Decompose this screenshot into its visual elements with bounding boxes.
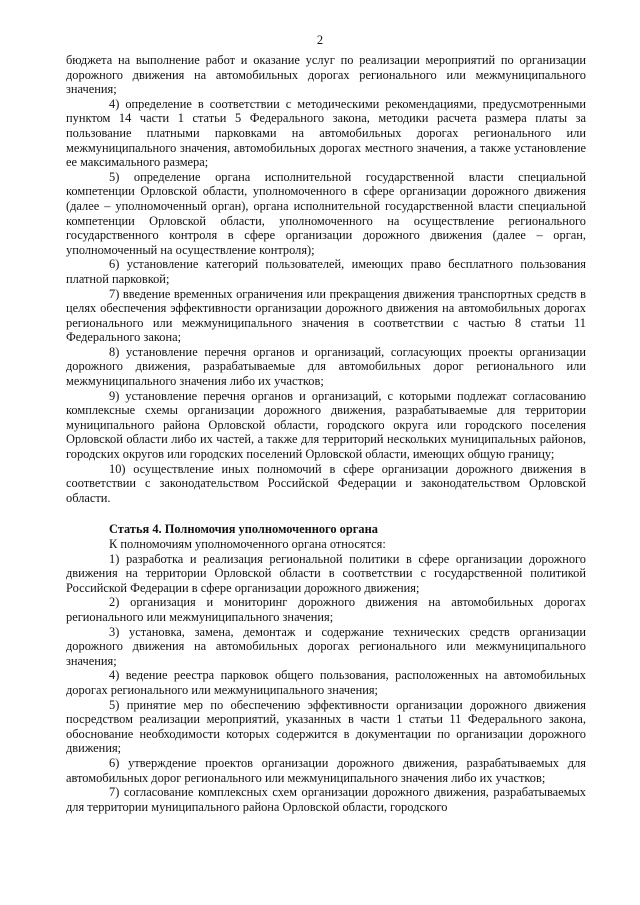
paragraph-item-8: 8) установление перечня органов и организаций, согласующих проекты организации дорожного движения, разрабатываемые для автомобильных дорог регионального или межмуниципального значения либо их участков; <box>66 344 586 389</box>
document-body <box>66 53 586 814</box>
article-4-title: Статья 4. Полномочия уполномоченного органа <box>109 522 378 537</box>
article-4-item-1: 1) разработка и реализация региональной политики в сфере организации дорожного движения на территории Орловской области в соответствии с государственной политикой Российской Федерации в сфере организации дорожного движения; <box>66 551 586 595</box>
article-4-item-3: 3) установка, замена, демонтаж и содержание технических средств организации дорожного движения на автомобильных дорогах регионального или межмуниципального значения; <box>66 624 586 668</box>
article-4-item-5: 5) принятие мер по обеспечению эффективности организации дорожного движения посредством реализации мероприятий, указанных в части 1 статьи 11 Федерального закона, обоснование необходимости которых содержится в документации по организации дорожного движения; <box>66 697 586 756</box>
page-number: 2 <box>316 33 324 47</box>
article-4-item-2: 2) организация и мониторинг дорожного движения на автомобильных дорогах регионального или межмуниципального значения; <box>66 595 586 624</box>
article-4-item-6: 6) утверждение проектов организации дорожного движения, разрабатываемых для автомобильных дорог регионального или межмуниципального значения либо их участков; <box>66 755 586 785</box>
article-4-item-4: 4) ведение реестра парковок общего пользования, расположенных на автомобильных дорогах регионального или межмуниципального значения; <box>66 668 586 697</box>
article-4-item-7: 7) согласование комплексных схем организации дорожного движения, разрабатываемых для территории муниципального района Орловской области, городского <box>66 785 586 814</box>
paragraph-item-6: 6) установление категорий пользователей, имеющих право бесплатного пользования платной парковкой; <box>66 257 586 286</box>
paragraph-item-4: 4) определение в соответствии с методическими рекомендациями, предусмотренными пунктом 14 части 1 статьи 5 Федерального закона, методики расчета размера платы за пользование платными парковками на автомобильных дорогах регионального или межмуниципального значения, автомобильных дорогах местного значения, а также установление ее максимального размера; <box>66 96 586 170</box>
paragraph-continuation: бюджета на выполнение работ и оказание услуг по реализации мероприятий по организации дорожного движения на автомобильных дорогах регионального или межмуниципального значения; <box>66 53 586 97</box>
paragraph-item-7: 7) введение временных ограничения или прекращения движения транспортных средств в целях обеспечения эффективности организации дорожного движения на автомобильных дорогах регионального или межмуниципального значения в соответствии с частью 8 статьи 11 Федерального закона; <box>66 286 586 345</box>
paragraph-item-9: 9) установление перечня органов и организаций, с которыми подлежат согласованию комплексные схемы организации дорожного движения, разрабатываемые для территории муниципального района Орловской области, городского округа или городского поселения Орловской области либо их частей, а также для территорий нескольких муниципальных районов, городских округов или городских поселений Орловской области, имеющих общую границу; <box>66 388 586 462</box>
article-4-intro: К полномочиям уполномоченного органа относятся: <box>109 537 386 551</box>
paragraph-item-10: 10) осуществление иных полномочий в сфере организации дорожного движения в соответствии с законодательством Российской Федерации и законодательством Орловской области. <box>66 461 586 505</box>
paragraph-item-5: 5) определение органа исполнительной государственной власти специальной компетенции Орловской области, уполномоченного в сфере организации дорожного движения (далее – уполномоченный орган), органа исполнительной государственной власти специальной компетенции Орловской области, уполномоченного на осуществление регионального государственного контроля в сфере организации дорожного движения (далее – орган, уполномоченный на осуществление контроля); <box>66 169 586 257</box>
